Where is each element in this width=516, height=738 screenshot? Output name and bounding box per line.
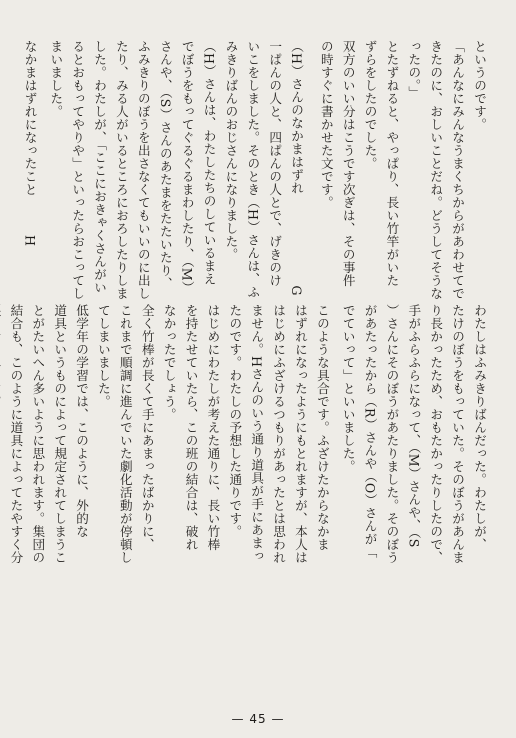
- text-column: 双方のいい分はこうです次ぎは、その事件: [340, 40, 356, 287]
- text-column: 結合も、このように道具によってたやすく分: [8, 304, 24, 564]
- text-column: 「あんなにみんなうまくちからがあわせてで: [450, 40, 466, 300]
- text-column: はずれになったようにもとれますが、本人は: [292, 304, 308, 564]
- text-column: みきりばんのおじさんになりました。: [223, 40, 239, 261]
- text-column: 手がふらふらになって、（M）さんや、（S: [406, 304, 422, 548]
- text-column: なかまはずれになったこと H: [22, 40, 38, 247]
- text-column: いこをしました。そのとき（H）さんは、ふ: [245, 40, 261, 299]
- text-column: まいました。: [48, 40, 64, 118]
- lower-text-block: [8, 304, 488, 664]
- text-column: わたしはふみきりばんだった。わたしが、: [472, 304, 487, 551]
- text-column: ）さんにそのぼうがあたりました。そのぼう: [384, 304, 400, 564]
- text-column: さんや、（S）さんのあたまをたたいたり、: [157, 40, 173, 290]
- text-column: というのです。: [472, 40, 487, 131]
- text-column: 一ぱんの人と、四ぱんの人とで、げきのけ: [267, 40, 283, 287]
- text-column: （H）さんは、わたしたちのしているまえ: [201, 40, 217, 286]
- text-column: り長かったため、おもたかったりしたので、: [428, 304, 444, 564]
- text-column: ずらをしたのでした。: [362, 40, 378, 170]
- text-column: でぼうをもってぐるぐるまわしたり、（M）: [179, 40, 195, 294]
- text-column: があたったから（R）さんや（O）さんが「: [362, 304, 378, 559]
- text-column: ません。Hさんのいう通り道具が手にあまっ: [249, 304, 265, 563]
- text-column: 道具というものによって規定されてしまうこ: [52, 304, 68, 564]
- text-column: とたずねると、やっぱり、長い竹竿がいた: [384, 40, 400, 287]
- text-column: るとおもってやりや」といったらおこってし: [70, 40, 86, 300]
- text-column: 全く竹棒が長くて手にあまったばかりに、: [139, 304, 155, 551]
- text-column: たり、みる人がいるところにおろしたりしま: [113, 40, 129, 300]
- text-column: はじめにふざけるつもりがあったとは思われ: [271, 304, 287, 564]
- text-column: ったの。」: [406, 40, 422, 99]
- text-column: ふみきりのぼうを出さなくてもいいのに出し: [135, 40, 151, 300]
- text-column: を持たせていたら、この班の結合は、破れ: [183, 304, 199, 551]
- text-column: このような具合です。ふざけたからなかま: [314, 304, 330, 551]
- text-column: なかったでしょう。: [161, 304, 177, 421]
- text-column: きたのに、おしいことだね。どうしてそうな: [428, 40, 444, 300]
- text-column: （H）さんのなかまはずれ G: [289, 40, 305, 296]
- text-column: [0, 304, 3, 664]
- text-column: たけのぼうをもっていた。そのぼうがあんま: [450, 304, 466, 564]
- upper-text-block: [22, 40, 488, 300]
- text-column: した。わたしが、「ここにおきゃくさんがい: [92, 40, 108, 294]
- text-column: 低学年の学習では、このように、外的な: [74, 304, 90, 538]
- text-column: の時すぐに書かせた文です。: [318, 40, 334, 209]
- text-column: てしまいました。: [95, 304, 111, 408]
- text-column: これまで順調に進んでいた劇化活動が停頓し: [117, 304, 133, 564]
- text-column: でていって」といいました。: [340, 304, 356, 473]
- text-column: はじめにわたしが考えた通りに、長い竹棒: [205, 304, 221, 551]
- text-column: たのです。わたしの予想した通りです。: [227, 304, 243, 538]
- page-number: — 45 —: [231, 712, 285, 726]
- text-column: とがたいへん多いように思われます。集団の: [30, 304, 46, 564]
